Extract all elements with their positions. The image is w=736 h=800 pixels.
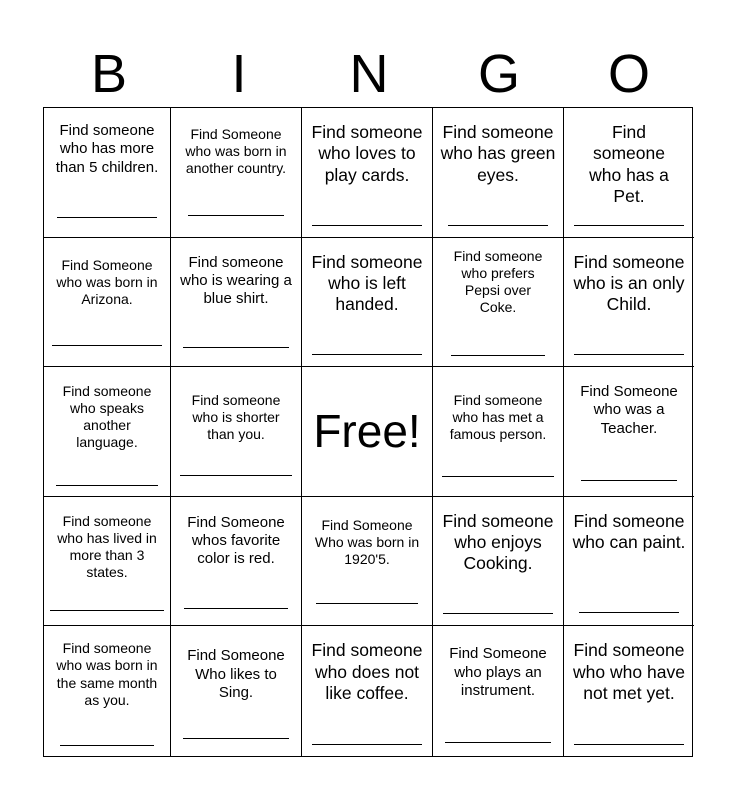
bingo-cell [302,626,433,756]
bingo-cell [44,238,171,368]
bingo-cell [433,108,564,238]
bingo-cell [171,238,302,368]
cell-text: Find someone who has lived in more than 3 states. [57,512,157,581]
signature-line [442,476,554,477]
signature-line [443,613,553,614]
cell-text: Find someone who speaks another language. [62,383,152,451]
signature-line [574,225,684,226]
bingo-cell [44,497,171,627]
cell-text: Find someone who is wearing a blue shirt. [180,253,292,308]
free-space-label: Free! [313,405,421,458]
cell-text: Find someone who has a Pet. [589,122,669,207]
signature-line [180,475,292,476]
header-letter-o: O [607,44,650,104]
signature-line [312,744,422,745]
bingo-card [43,107,693,757]
signature-line [574,354,684,355]
cell-text: Find Someone who plays an instrument. [449,645,547,699]
cell-text: Find Someone who was a Teacher. [580,383,678,437]
bingo-cell [44,367,171,497]
bingo-cell [171,367,302,497]
signature-line [56,485,158,486]
signature-line [184,608,288,609]
bingo-cell [44,108,171,238]
bingo-cell [44,626,171,756]
signature-line [57,217,157,218]
cell-text: Find Someone Who was born in 1920'5. [314,516,420,567]
bingo-cell [564,497,694,627]
bingo-cell [302,238,433,368]
cell-text: Find Someone Who likes to Sing. [187,647,285,701]
signature-line [188,215,284,216]
bingo-cell [564,626,694,756]
signature-line [581,480,677,481]
cell-text: Find someone who is shorter than you. [191,392,281,443]
bingo-cell [433,367,564,497]
cell-text: Find someone who does not like coffee. [311,640,423,704]
signature-line [312,354,422,355]
cell-text: Find someone who can paint. [572,510,686,553]
signature-line [451,355,545,356]
signature-line [60,745,154,746]
header-letter-n: N [349,44,389,104]
cell-text: Find someone who who have not met yet. [573,640,685,704]
header-letter-g: G [477,44,520,104]
bingo-cell [564,238,694,368]
cell-text: Find Someone whos favorite color is red. [187,513,285,568]
signature-line [183,347,289,348]
cell-text: Find someone who loves to play cards. [311,122,423,185]
signature-line [574,744,684,745]
cell-text: Find someone who prefers Pepsi over Coke. [453,247,543,315]
cell-text: Find someone who has green eyes. [440,122,556,185]
cell-text: Find Someone who was born in another country. [185,126,287,177]
bingo-cell [171,108,302,238]
cell-text: Find someone who was born in the same month as you. [56,640,158,708]
signature-line [312,225,422,226]
signature-line [183,738,289,739]
signature-line [445,742,551,743]
signature-line [50,610,164,611]
signature-line [316,603,418,604]
bingo-cell [433,626,564,756]
bingo-cell [433,238,564,368]
cell-text: Find Someone who was born in Arizona. [56,256,158,307]
bingo-cell [433,497,564,627]
free-space [302,367,433,497]
header-letter-b: B [90,44,128,104]
cell-text: Find someone who enjoys Cooking. [442,510,554,574]
bingo-cell [302,108,433,238]
cell-text: Find someone who is an only Child. [573,251,685,315]
signature-line [448,225,548,226]
bingo-cell [171,497,302,627]
bingo-cell [171,626,302,756]
bingo-cell [302,497,433,627]
signature-line [52,345,162,346]
bingo-cell [564,367,694,497]
header-letter-i: I [231,44,247,104]
bingo-header [44,44,694,104]
cell-text: Find someone who is left handed. [311,251,423,315]
signature-line [579,612,679,613]
bingo-cell [564,108,694,238]
cell-text: Find someone who has met a famous person. [449,392,547,443]
cell-text: Find someone who has more than 5 children. [55,122,159,176]
